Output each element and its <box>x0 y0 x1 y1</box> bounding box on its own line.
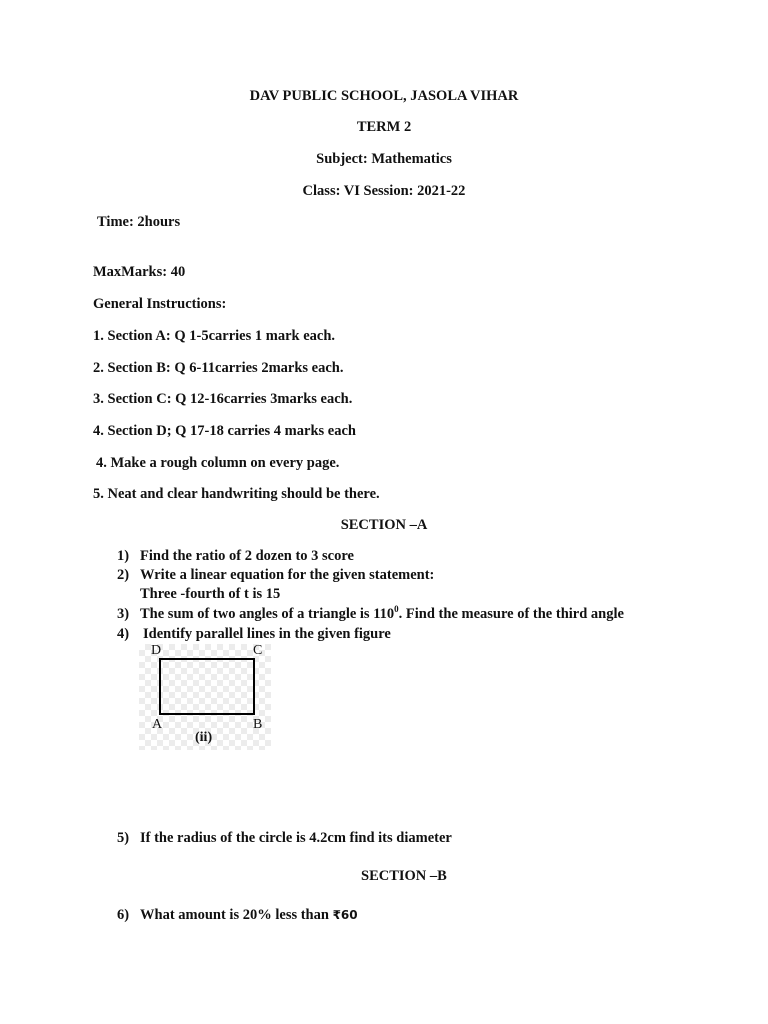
question-text-part: . Find the measure of the third angle <box>398 606 624 622</box>
question-number: 6) <box>117 907 130 923</box>
term-title: TERM 2 <box>356 119 412 135</box>
question-text: Write a linear equation for the given statement: <box>140 567 435 583</box>
question-text-part: What amount is 20% less than <box>140 907 333 923</box>
question-subtext: Three -fourth of t is 15 <box>140 586 281 602</box>
rectangle-abcd <box>159 658 255 715</box>
time-allowed: Time: 2hours <box>97 214 181 230</box>
question-number: 5) <box>117 830 130 846</box>
question-number: 3) <box>117 606 130 622</box>
question-number: 4) <box>117 626 130 642</box>
instructions-heading: General Instructions: <box>93 296 227 312</box>
parallel-lines-figure <box>139 644 271 750</box>
instruction-item: 2. Section B: Q 6-11carries 2marks each. <box>93 360 344 376</box>
rupee-symbol: ₹ <box>332 908 341 922</box>
section-b-heading: SECTION –B <box>361 868 447 884</box>
degree-superscript: 0 <box>394 604 399 614</box>
question-text <box>140 908 358 923</box>
max-marks: MaxMarks: 40 <box>93 264 186 280</box>
amount-value: 60 <box>340 908 358 922</box>
instruction-item: 5. Neat and clear handwriting should be there. <box>93 486 380 502</box>
section-a-heading: SECTION –A <box>340 517 428 533</box>
question-text: If the radius of the circle is 4.2cm find its diameter <box>140 830 452 846</box>
instruction-item: 3. Section C: Q 12-16carries 3marks each. <box>93 391 353 407</box>
question-number: 1) <box>117 548 130 564</box>
vertex-label-d: D <box>151 643 162 658</box>
vertex-label-a: A <box>152 717 163 732</box>
question-text-part: The sum of two angles of a triangle is 110 <box>140 606 395 622</box>
figure-caption: (ii) <box>195 730 213 745</box>
school-name: DAV PUBLIC SCHOOL, JASOLA VIHAR <box>249 88 519 104</box>
instruction-item: 4. Section D; Q 17-18 carries 4 marks each <box>93 423 356 439</box>
question-number: 2) <box>117 567 130 583</box>
instruction-item: 4. Make a rough column on every page. <box>96 455 340 471</box>
question-text: Identify parallel lines in the given figure <box>143 626 391 642</box>
subject-title: Subject: Mathematics <box>316 151 452 167</box>
instruction-item: 1. Section A: Q 1-5carries 1 mark each. <box>93 328 336 344</box>
vertex-label-c: C <box>253 643 263 658</box>
question-text: Find the ratio of 2 dozen to 3 score <box>140 548 354 564</box>
class-session: Class: VI Session: 2021-22 <box>302 183 466 199</box>
vertex-label-b: B <box>253 717 263 732</box>
question-text <box>140 604 624 622</box>
